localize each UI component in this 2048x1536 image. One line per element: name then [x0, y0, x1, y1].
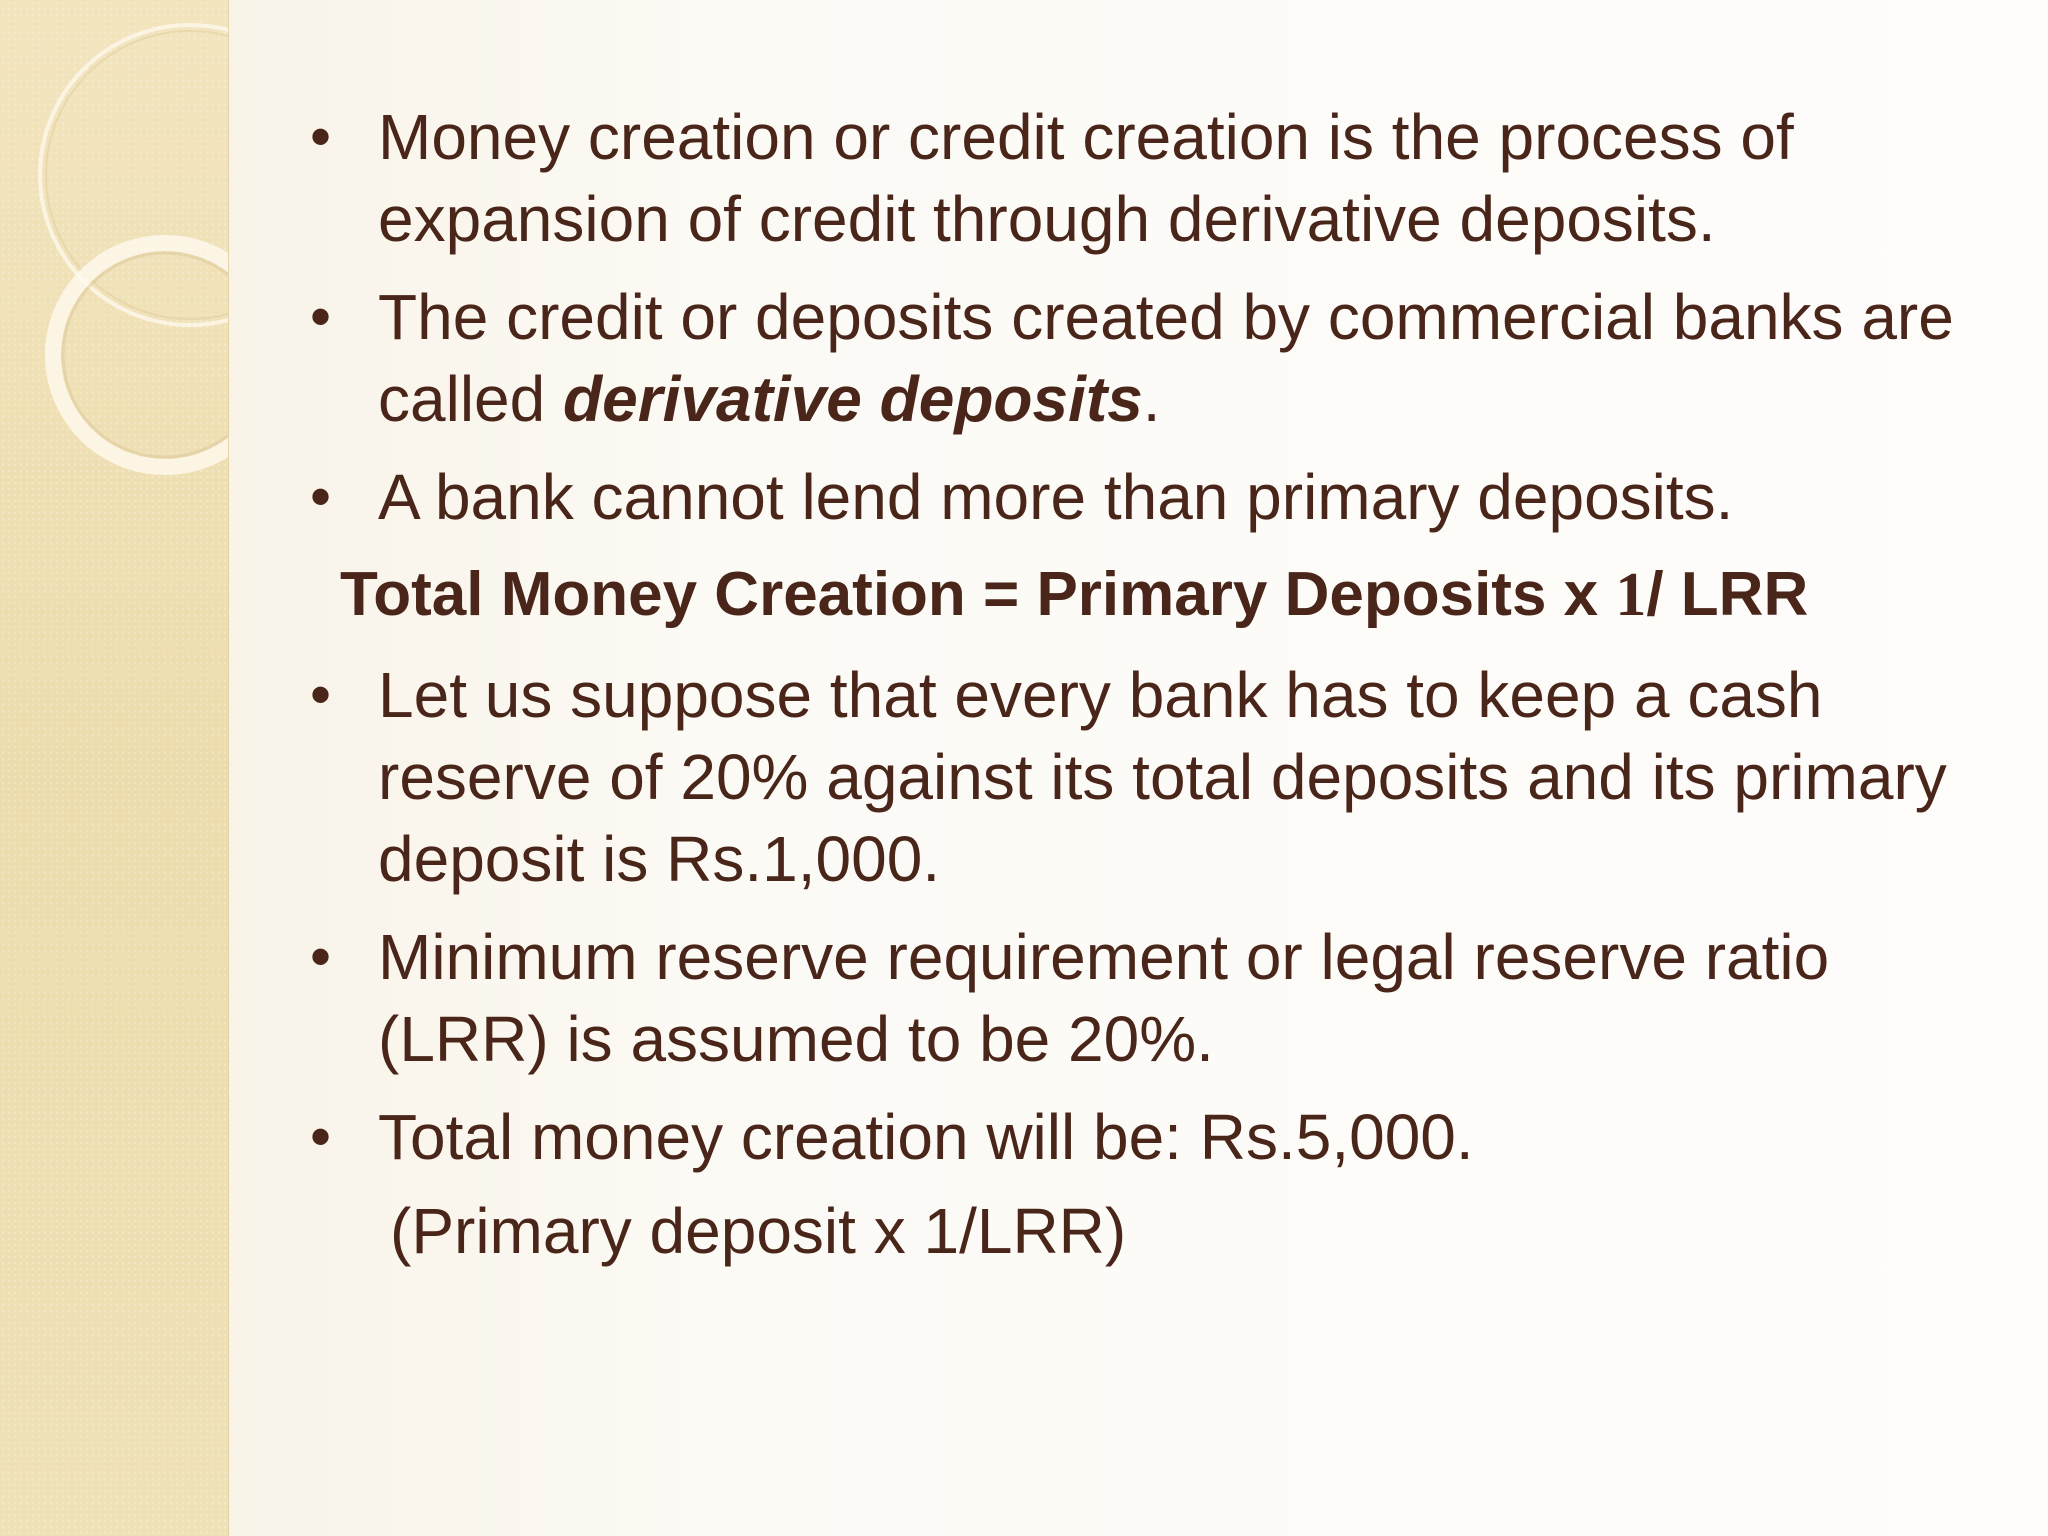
bullet-text-suffix: . — [1142, 363, 1161, 435]
bullet-total-money-creation — [300, 1096, 1980, 1178]
bullet-legal-reserve-ratio — [300, 916, 1980, 1080]
formula-one: 1 — [1615, 561, 1647, 629]
bullet-marker: • — [310, 463, 332, 530]
bullet-lending-limit — [300, 456, 1980, 538]
calculation-note: (Primary deposit x 1/LRR) — [390, 1195, 1127, 1267]
decorative-rings — [0, 0, 228, 520]
bullet-marker: • — [310, 923, 332, 990]
bullet-marker: • — [310, 1103, 332, 1170]
bullet-text: Total money creation will be: Rs.5,000. — [378, 1101, 1474, 1173]
bullet-text: Let us suppose that every bank has to keep a cash reserve of 20% against its total deposits and its primary deposit is Rs.1,000. — [378, 659, 1947, 895]
bullet-marker: • — [310, 103, 332, 170]
formula-left: Total Money Creation = Primary Deposits x — [340, 560, 1616, 629]
emphasis-derivative-deposits: derivative deposits — [563, 363, 1143, 435]
bullet-text: Money creation or credit creation is the process of expansion of credit through derivative deposits. — [378, 101, 1794, 255]
bullet-text-prefix: The credit or deposits created by commercial banks are called — [378, 281, 1954, 435]
slide-body — [300, 96, 1980, 1272]
bullet-marker: • — [310, 661, 332, 728]
bullet-text: A bank cannot lend more than primary deposits. — [378, 461, 1734, 533]
money-creation-formula — [340, 554, 1980, 636]
bullet-marker: • — [310, 283, 332, 350]
bullet-cash-reserve-example — [300, 654, 1980, 900]
formula-right: / LRR — [1646, 560, 1809, 629]
bullet-money-creation-definition — [300, 96, 1980, 260]
bullet-text: Minimum reserve requirement or legal reserve ratio (LRR) is assumed to be 20%. — [378, 921, 1830, 1075]
bullet-derivative-deposits — [300, 276, 1980, 440]
bullet-text — [378, 276, 1980, 440]
